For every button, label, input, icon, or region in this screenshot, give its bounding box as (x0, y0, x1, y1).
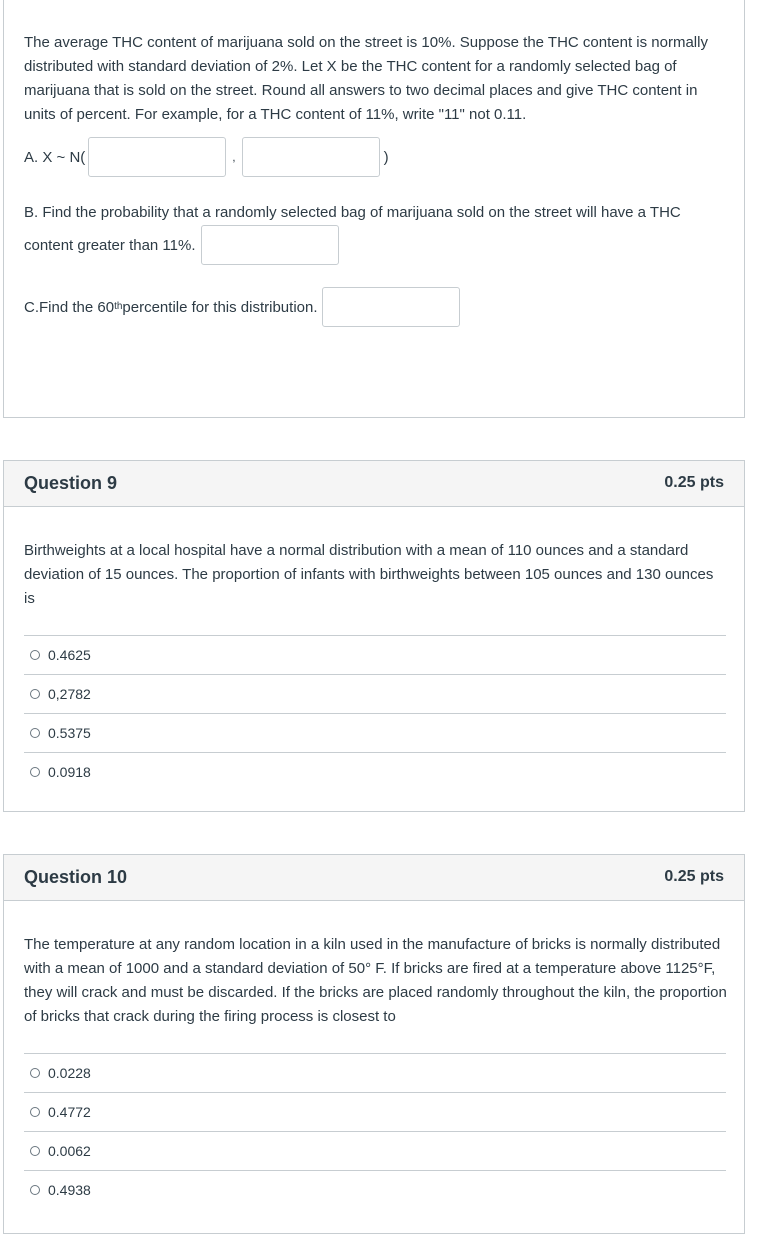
answer-label: 0.4772 (48, 1104, 91, 1120)
question-9-text: Birthweights at a local hospital have a normal distribution with a mean of 110 ounces and a standard deviation of 15 ounces. The proportion of infants with birthweights between 105 ounces and 130 ounces is (24, 542, 714, 607)
answer-label: 0.0918 (48, 764, 91, 780)
question-10-points: 0.25 pts (664, 868, 724, 885)
part-c-row: C.Find the 60 th percentile for this distribution. (24, 287, 460, 327)
question-9-title: Question 9 (24, 473, 118, 493)
answer-option[interactable] (24, 1092, 726, 1131)
part-c-suffix: percentile for this distribution. (122, 298, 318, 316)
answer-label: 0.5375 (48, 725, 91, 741)
radio-icon[interactable] (30, 650, 40, 660)
radio-icon[interactable] (30, 767, 40, 777)
question-9-header (4, 461, 744, 507)
answer-label: 0.4938 (48, 1182, 91, 1198)
answer-label: 0.0228 (48, 1065, 91, 1081)
question-10-title: Question 10 (24, 867, 128, 887)
radio-icon[interactable] (30, 1146, 40, 1156)
question-10-text: The temperature at any random location in a kiln used in the manufacture of bricks is normally distributed with a mean of 1000 and a standard deviation of 50° F. If bricks are fired at a temperature above 1125°F, they will crack and must be discarded. If the bricks are placed randomly throughout the kiln, the proportion of bricks that crack during the firing process is closest to (24, 936, 727, 1025)
part-c-prefix: C.Find the 60 (24, 298, 115, 316)
answer-option[interactable] (24, 752, 726, 791)
question-8-text: The average THC content of marijuana sold on the street is 10%. Suppose the THC content is normally distributed with standard deviation of 2%. Let X be the THC content for a randomly selected bag of marijuana that is sold on the street. Round all answers to two decimal places and give THC content in units of percent. For example, for a THC content of 11%, write "11" not 0.11. (24, 34, 708, 123)
radio-icon[interactable] (30, 1107, 40, 1117)
radio-icon[interactable] (30, 689, 40, 699)
question-10-card (3, 854, 745, 1234)
part-b-row (24, 225, 339, 265)
part-b-prob-input[interactable] (201, 225, 339, 265)
radio-icon[interactable] (30, 1068, 40, 1078)
part-c-percentile-input[interactable] (322, 287, 460, 327)
radio-icon[interactable] (30, 728, 40, 738)
answer-label: 0.4625 (48, 647, 91, 663)
part-a-prefix: A. X ~ N( (24, 148, 86, 166)
answer-option[interactable] (24, 1170, 726, 1209)
question-9-card (3, 460, 745, 812)
part-a-suffix: ) (383, 148, 389, 166)
answer-option[interactable] (24, 674, 726, 713)
answer-option[interactable] (24, 1053, 726, 1092)
radio-icon[interactable] (30, 1185, 40, 1195)
answer-option[interactable] (24, 1131, 726, 1170)
question-10-header (4, 855, 744, 901)
question-10-answers (24, 1053, 726, 1209)
answer-option[interactable] (24, 635, 726, 674)
answer-option[interactable] (24, 713, 726, 752)
question-9-answers (24, 635, 726, 791)
question-8-card (3, 0, 745, 418)
answer-label: 0,2782 (48, 686, 91, 702)
part-b-text-2: content greater than 11%. (24, 236, 196, 254)
part-a-row (24, 137, 389, 177)
part-a-comma: , (232, 150, 236, 164)
answer-label: 0.0062 (48, 1143, 91, 1159)
part-a-mean-input[interactable] (88, 137, 226, 177)
question-9-points: 0.25 pts (664, 474, 724, 491)
part-a-sd-input[interactable] (242, 137, 380, 177)
part-b-text: B. Find the probability that a randomly selected bag of marijuana sold on the street will have a THC (24, 204, 681, 221)
